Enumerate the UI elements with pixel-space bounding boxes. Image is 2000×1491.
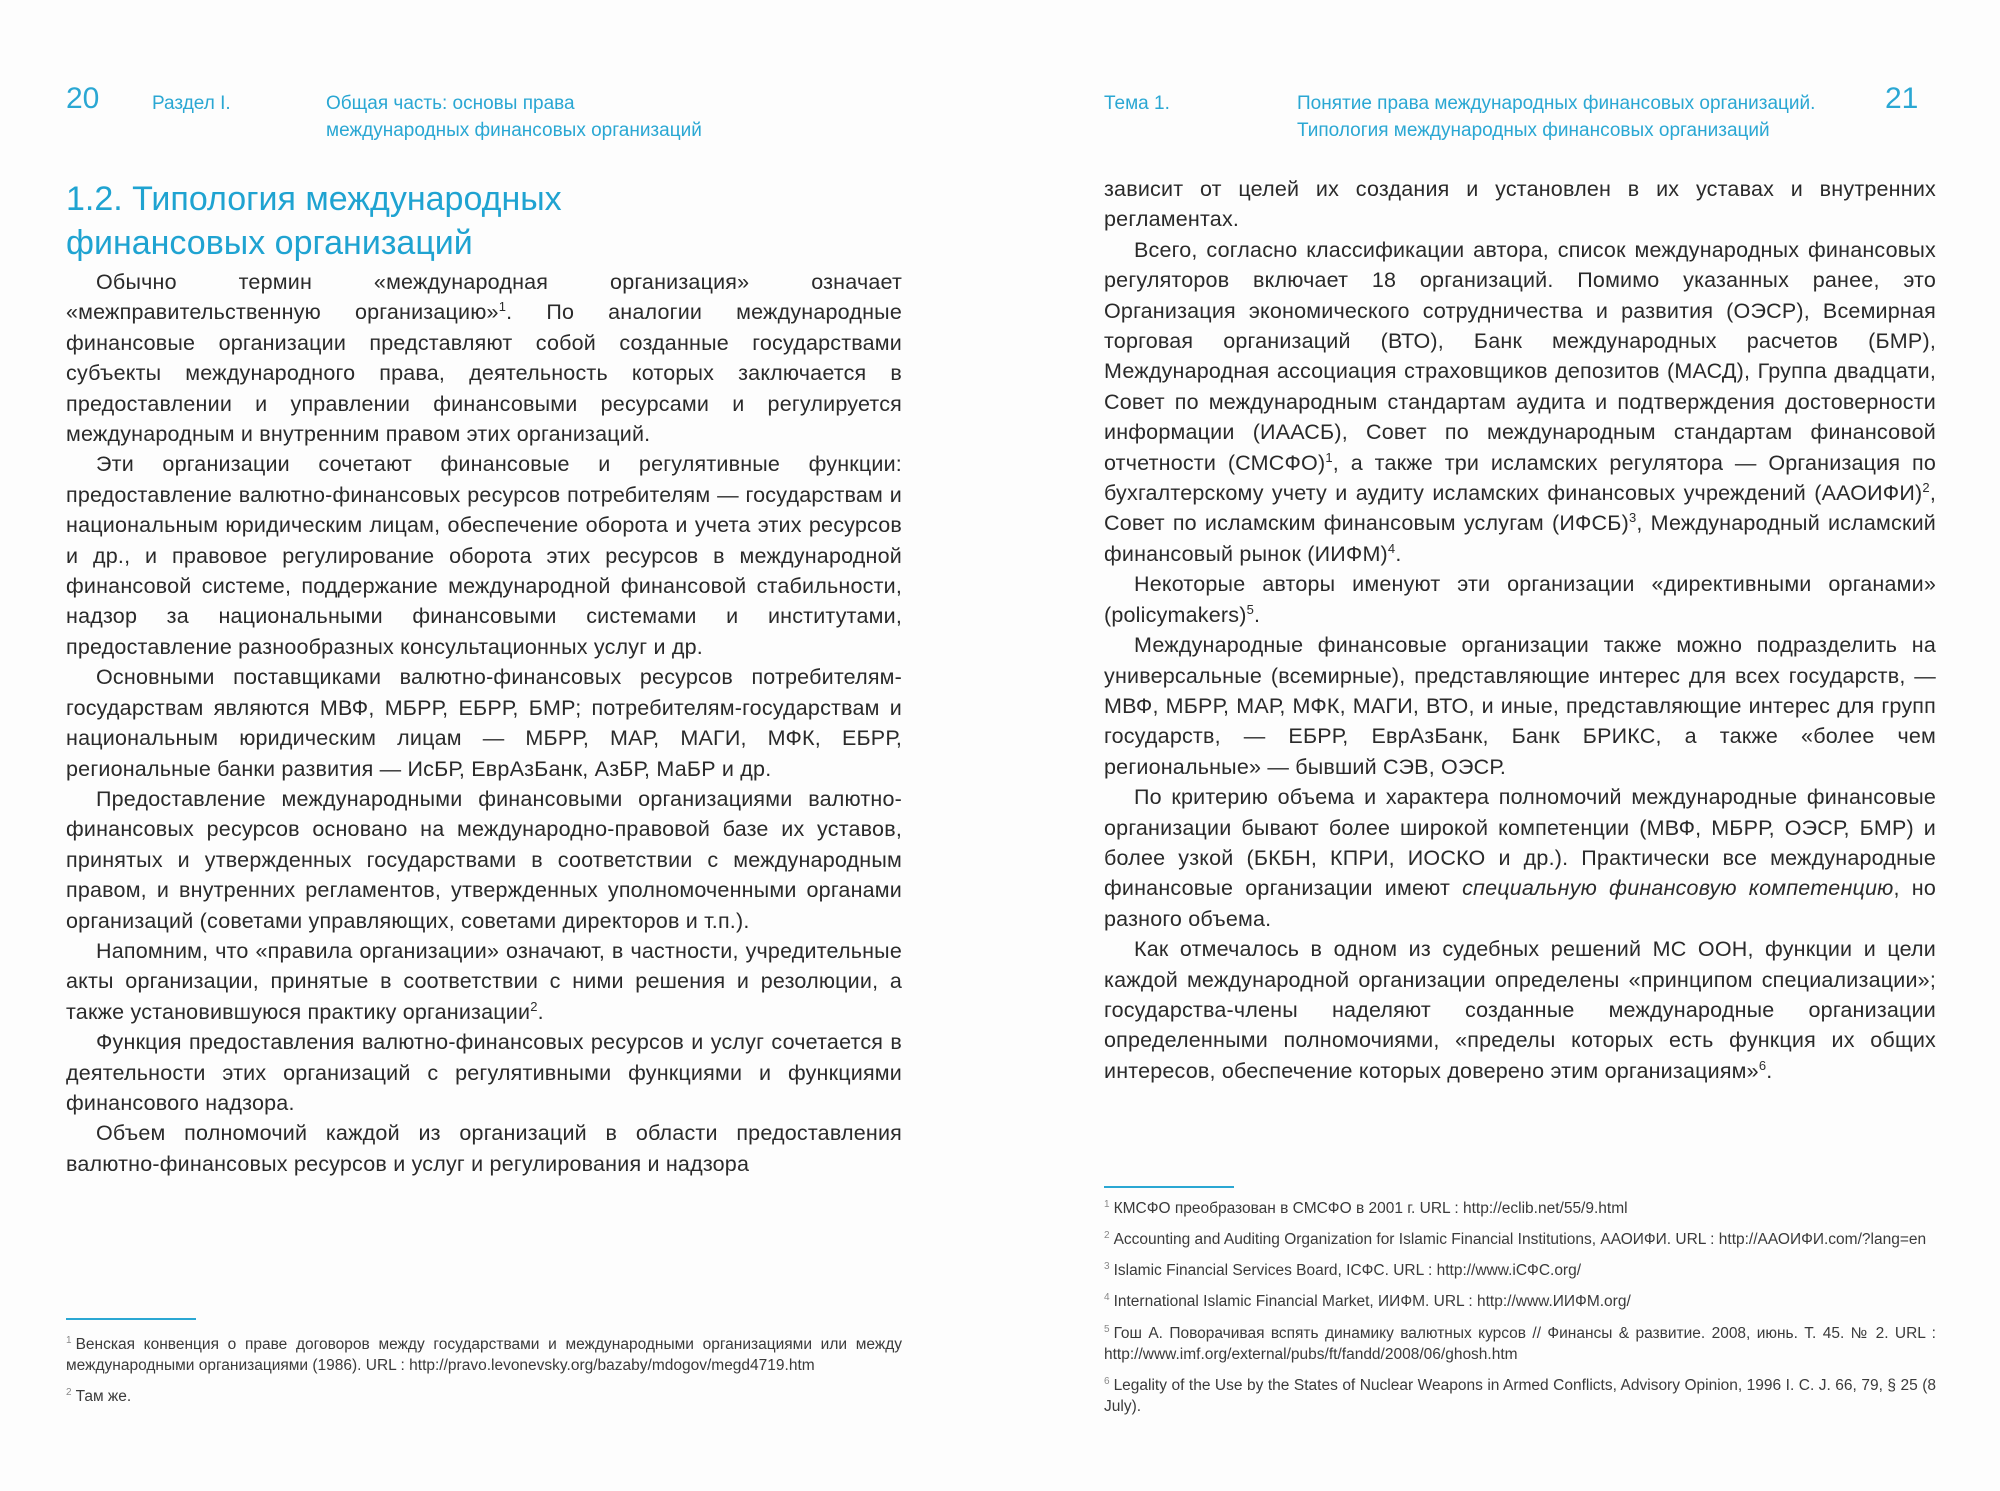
paragraph: Основными поставщиками валютно-финансовых ресурсов потребителям-государствам являются МВФ, МБРР, ЕБРР, БМР; потребителям-государствам и национальным юридическим лицам — МБРР, МАР, МАГИ, МФК, ЕБРР, региональные банки развития — ИсБР, ЕврАзБанк, АзБР, МаБР и др. (66, 665, 902, 781)
paragraph: Объем полномочий каждой из организаций в области предоставления валютно-финансовых ресурсов и услуг и регулирования и надзора (66, 1121, 902, 1176)
running-head-title-line2: международных финансовых организаций (326, 120, 702, 141)
footnote: $^1$ КМСФО преобразован в СМСФО в 2001 г. URL : http://eclib.net/55/9.html (1104, 1199, 1628, 1218)
paragraph: По критерию объема и характера полномочий международные финансовые организации бывают более широкой компетенции (МВФ, МБРР, ОЭСР, БМР) и более узкой (БКБН, КПРИ, ИОСКО и др.). Практически все международные финансовые организации имеют специальную финансовую компетенцию, но разного объема. (1104, 785, 1936, 931)
footnote-divider (66, 1318, 196, 1320)
body-text-right (1104, 174, 1936, 1086)
footnote-ref[interactable]: 2 (530, 998, 538, 1014)
footnotes-left (66, 1330, 902, 1413)
page-number-left: 20 (66, 82, 100, 115)
body-text-left (66, 267, 902, 1179)
running-head-section: Раздел I. (152, 93, 231, 114)
paragraph: Напомним, что «правила организации» означают, в частности, учредительные акты организации, принятые в соответствии с ними решения и резолюции, а также установившуюся практику организации$^2$. (66, 938, 902, 1024)
running-head-title (1297, 90, 1815, 144)
footnote-ref[interactable]: 5 (1246, 601, 1255, 617)
running-head-section: Тема 1. (1104, 93, 1170, 114)
paragraph: Функция предоставления валютно-финансовых ресурсов и услуг сочетается в деятельности этих организаций с регулятивными функциями и функциями финансового надзора. (66, 1030, 902, 1115)
paragraph: Эти организации сочетают финансовые и регулятивные функции: предоставление валютно-финансовых ресурсов потребителям — государствам и национальным юридическим лицам, обеспечение оборота и учета этих ресурсов и др., и правовое регулирование оборота этих ресурсов в международной финансовой системе, поддержание международной финансовой стабильности, надзор за национальными финансовыми системами и институтами, предоставление разнообразных консультационных услуг и др. (66, 452, 902, 659)
paragraph: Международные финансовые организации также можно подразделить на универсальные (всемирные), представляющие интерес для всех государств, — МВФ, МБРР, МАР, МФК, МАГИ, ВТО, и иные, представляющие интерес для групп государств, — ЕБРР, ЕврАзБанк, Банк БРИКС, а также «более чем региональные» — бывший СЭВ, ОЭСР. (1104, 633, 1936, 779)
footnote-ref[interactable]: 6 (1758, 1057, 1767, 1073)
running-head-title (326, 90, 702, 144)
running-head-title-line2: Типология международных финансовых организаций (1297, 120, 1770, 141)
section-title: 1.2. Типология международных финансовых организаций (66, 180, 562, 262)
paragraph: Обычно термин «международная организация» означает «межправительственную организацию»$^1$. По аналогии международные финансовые организации представляют собой созданные государствами субъекты международного права, деятельность которых заключается в предоставлении и управлении финансовыми ресурсами и регулируется международным и внутренним правом этих организаций. (66, 270, 902, 447)
footnote: $^2$ Accounting and Auditing Organization for Islamic Financial Institutions, ААОИФИ. URL : http://ААОИФИ.com/?lang=en (1104, 1230, 1927, 1249)
paragraph: Как отмечалось в одном из судебных решений МС ООН, функции и цели каждой международной организации определены «принципом специализации»; государства-члены наделяют созданные международные организации определенными полномочиями, «пределы которых есть функция их общих интересов, обеспечение которых доверено этим организациям»$^6$. (1104, 937, 1936, 1083)
right-page (1000, 0, 2000, 1491)
footnote: $^3$ Islamic Financial Services Board, ICФС. URL : http://www.iCФС.org/ (1104, 1261, 1582, 1280)
paragraph: зависит от целей их создания и установлен в их уставах и внутренних регламентах. (1104, 177, 1936, 232)
footnote-ref[interactable]: 4 (1387, 540, 1396, 556)
footnote-ref[interactable]: 2 (1922, 479, 1930, 495)
footnote: $^5$ Гош А. Поворачивая вспять динамику валютных курсов // Финансы & развитие. 2008, июнь. Т. 45. № 2. URL : http://www.imf.org/external/pubs/ft/fandd/2008/06/ghosh.htm (1104, 1323, 1936, 1363)
footnote-divider (1104, 1186, 1234, 1188)
footnote-ref[interactable]: 3 (1628, 510, 1637, 526)
footnotes-right (1104, 1194, 1936, 1423)
page-number-right: 21 (1885, 82, 1919, 115)
running-head-title-line1: Общая часть: основы права (326, 93, 575, 114)
paragraph: Всего, согласно классификации автора, список международных финансовых регуляторов включает 18 организаций. Помимо указанных ранее, это Организация экономического сотрудничества и развития (ОЭСР), Всемирная торговая организаций (ВТО), Банк международных расчетов (БМР), Международная ассоциация страховщиков депозитов (МАСД), Группа двадцати, Совет по международным стандартам аудита и подтверждения достоверности информации (ИААСБ), Совет по международным стандартам финансовой отчетности (СМСФО)$^1$, а также три исламских регулятора — Организация по бухгалтерскому учету и аудиту исламских финансовых учреждений (ААОИФИ)$^2$, Совет по исламским финансовым услугам (ИФСБ)$^3$, Международный исламский финансовый рынок (ИИФМ)$^4$. (1104, 237, 1937, 566)
footnote: $^6$ Legality of the Use by the States of Nuclear Weapons in Armed Conflicts, Advisory Opinion, 1996 I. C. J. 66, 79, § 25 (8 July). (1104, 1375, 1936, 1415)
footnote-ref[interactable]: 1 (1325, 449, 1333, 465)
paragraph: Некоторые авторы именуют эти организации «директивными органами» (policymakers)$^5$. (1104, 572, 1936, 627)
footnote-ref[interactable]: 1 (498, 299, 507, 315)
footnote: $^4$ International Islamic Financial Market, ИИФМ. URL : http://www.ИИФМ.org/ (1104, 1292, 1631, 1311)
footnote: $^1$ Венская конвенция о праве договоров между государствами и международными организациями или между международными организациями (1986). URL : http://pravo.levonevsky.org/bazaby/mdogov/megd4719.htm (66, 1335, 902, 1375)
running-head-title-line1: Понятие права международных финансовых организаций. (1297, 93, 1816, 114)
paragraph: Предоставление международными финансовыми организациями валютно-финансовых ресурсов основано на международно-правовой базе их уставов, принятых и утвержденных государствами в соответствии с международным правом, и внутренних регламентов, утвержденных уполномоченными органами организаций (советами управляющих, советами директоров и т.п.). (66, 786, 902, 933)
footnote: $^2$ Там же. (66, 1387, 132, 1406)
